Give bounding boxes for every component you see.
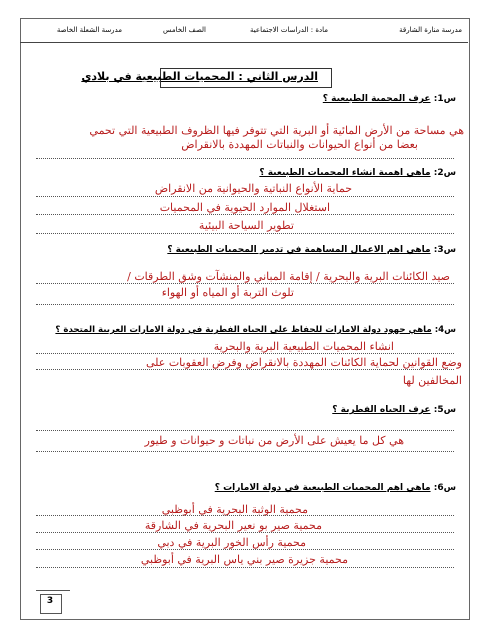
answer-line: محمية رأس الخور البرية في دبي	[157, 536, 306, 549]
question-4	[55, 325, 456, 335]
question-number: س1:	[433, 94, 456, 104]
dotted-line	[36, 214, 454, 215]
dotted-line	[36, 515, 454, 516]
question-3	[167, 245, 456, 255]
question-number: س3:	[433, 245, 456, 255]
dotted-line	[36, 430, 454, 431]
question-text: عرف الحياه الفطرية ؟	[332, 405, 431, 415]
question-text: ماهي اهمية انشاء المحميات الطبيعية ؟	[259, 168, 431, 178]
question-text: ماهي اهم المحميات الطبيعية في دولة الامارات ؟	[214, 483, 431, 493]
lesson-title: الدرس الثاني : المحميات الطبيعية في بلادي	[81, 70, 318, 83]
page-number-divider	[36, 590, 70, 591]
answer-line: انشاء المحميات الطبيعية البرية والبحرية	[213, 340, 394, 353]
question-text: ماهي اهم الاعمال المساهمة في تدمير المحميات الطبيعية ؟	[167, 245, 431, 255]
answer-line: هي كل ما يعيش على الأرض من نباتات و حيوانات و طيور	[144, 434, 404, 447]
answer-line: تلوث التربة أو المياه أو الهواء	[161, 286, 294, 299]
header-school-2: مدرسة الشعلة الخاصة	[56, 26, 122, 34]
question-5	[332, 405, 456, 415]
answer-line: تطوير السياحة البيئية	[198, 219, 294, 232]
dotted-line	[36, 304, 454, 305]
page-header	[20, 26, 468, 40]
dotted-line	[36, 532, 454, 533]
question-6	[215, 483, 456, 493]
dotted-line	[36, 158, 454, 159]
question-1	[323, 94, 456, 104]
question-2	[259, 168, 456, 178]
question-number: س4:	[434, 325, 456, 335]
header-school: مدرسة منارة الشارقة	[399, 26, 462, 34]
dotted-line	[36, 233, 454, 234]
answer-line: المخالفين لها	[402, 374, 462, 387]
question-text: ماهي جهود دولة الامارات للحفاظ على الحياه الفطرية في دولة الامارات العربية المتحدة ؟	[55, 325, 432, 335]
dotted-line	[36, 369, 454, 370]
answer-line: استغلال الموارد الحيوية في المحميات	[159, 201, 330, 214]
dotted-line	[36, 283, 454, 284]
answer-line: بعضا من أنواع الحيوانات والنباتات المهددة بالانقراض	[181, 138, 418, 151]
answer-line: محمية الوثبة البحرية في أبوظبي	[161, 503, 308, 516]
answer-line: صيد الكائنات البرية والبحرية / إقامة المباني والمنشآت وشق الطرقات /	[127, 270, 450, 283]
answer-line: هي مساحة من الأرض المائية أو البرية التي تتوفر فيها الظروف الطبيعية التي تحمي	[89, 124, 464, 137]
dotted-line	[36, 567, 454, 568]
dotted-line	[36, 451, 454, 452]
page-number: 3	[46, 596, 54, 606]
header-divider	[20, 42, 468, 43]
question-number: س2:	[433, 168, 456, 178]
answer-line: حماية الأنواع النباتية والحيوانية من الانقراض	[154, 182, 352, 195]
dotted-line	[36, 549, 454, 550]
answer-line: محمية جزيرة صير بني ياس البرية في أبوظبي	[140, 553, 348, 566]
header-subject: مادة : الدراسات الاجتماعية	[250, 26, 328, 34]
header-grade: الصف الخامس	[162, 26, 206, 34]
answer-line: محمية صير بو نعير البحرية في الشارقة	[144, 519, 322, 532]
dotted-line	[36, 353, 454, 354]
question-number: س5:	[433, 405, 456, 415]
dotted-line	[36, 196, 454, 197]
question-text: عرف المحمية الطبيعية ؟	[322, 94, 431, 104]
answer-line: وضع القوانين لحماية الكائنات المهددة بالانقراض وفرض العقوبات على	[145, 356, 462, 369]
question-number: س6:	[433, 483, 456, 493]
